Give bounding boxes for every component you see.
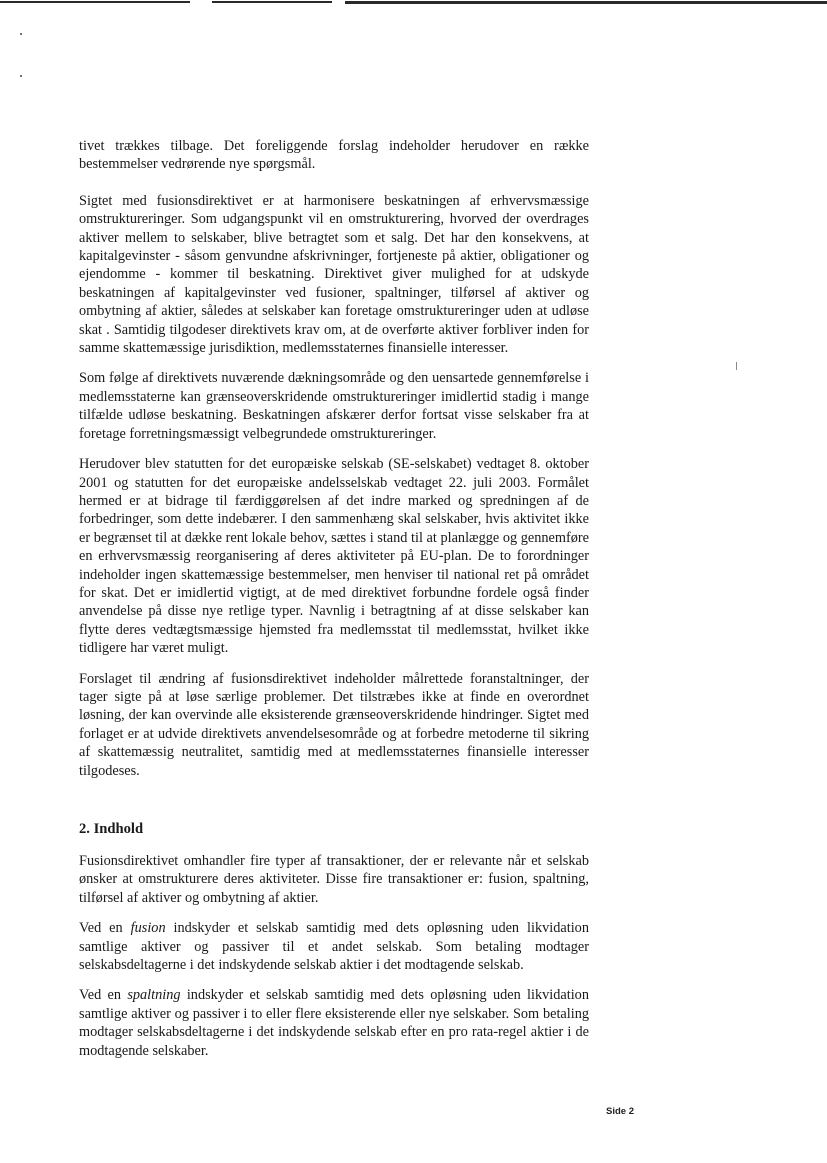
document-body (79, 137, 589, 1072)
page-number: Side 2 (606, 1106, 634, 1117)
section-heading: 2. Indhold (79, 821, 144, 837)
paragraph-lead: Ved en (79, 920, 131, 937)
top-rule-segment (0, 1, 190, 3)
paragraph: Sigtet med fusionsdirektivet er at harmonisere beskatningen af erhvervsmæssige omstruktureringer. Som udgangspunkt vil en omstrukturering, hvorved der overdrages aktiver mellem to selskaber, blive betragtet som et salg. Det har den konsekvens, at kapitalgevinster - såsom genvundne afskrivninger, fortjeneste på aktier, obligationer og ejendomme - kommer til beskatning. Direktivet giver mulighed for at udskyde beskatningen af kapitalgevinster ved fusioner, spaltninger, tilførsel af aktiver og ombytning af aktier, således at selskaber kan foretage omstruktureringer uden at udløse skat . Samtidig tilgodeser direktivets krav om, at de overførte aktiver forbliver inden for samme skattemæssige jurisdiktion, medlemsstaternes finansielle interesser. (79, 192, 589, 357)
paragraph: Som følge af direktivets nuværende dækningsområde og den uensartede gennemførelse i medlemsstaterne kan grænseoverskridende omstruktureringer imidlertid stadig i mange tilfælde udløse beskatning. Beskatningen afskærer derfor fortsat visse selskaber fra at foretage forretningsmæssigt velbegrundede omstruktureringer. (79, 370, 589, 442)
defined-term: spaltning (127, 987, 181, 1004)
paragraph-lead: Ved en (79, 987, 128, 1004)
scan-mark (736, 362, 737, 370)
paragraph: Forslaget til ændring af fusionsdirektivet indeholder målrettede foranstaltninger, der tager sigte på at løse særlige problemer. Det tilstræbes ikke at finde en overordnet løsning, der kan overvinde alle eksisterende grænseoverskridende hindringer. Sigtet med forlaget er at udvide direktivets anvendelsesområde og at forbedre metoderne til sikring af skattemæssig neutralitet, samtidig med at medlemsstaternes finansielle interesser tilgodeses. (79, 670, 589, 779)
paragraph-spaltning (79, 986, 589, 1060)
paragraph-rest: indskyder et selskab samtidig med dets opløsning uden likvidation samtlige aktiver og passiver til et andet selskab. Som betaling modtager selskabsdeltagerne i det indskydende selskab aktier i det modtagende selskab. (79, 920, 589, 974)
paragraph: Herudover blev statutten for det europæiske selskab (SE-selskabet) vedtaget 8. oktober 2001 og statutten for det europæiske andelsselskab vedtaget 22. juli 2003. Formålet hermed er at bidrage til færdiggørelsen af det indre marked og spredningen af de forbedringer, som dette indebærer. I den sammenhæng skal selskaber, hvis aktivitet ikke er begrænset til at dække rent lokale behov, sættes i stand til at planlægge og gennemføre en erhvervsmæssig reorganisering af deres aktiviteter på EU-plan. De to forordninger indeholder ingen skattemæssige bestemmelser, men henviser til national ret på området for skat. Det er imidlertid vigtigt, at de med direktivet forbundne fordele også finder anvendelse på disse nye retlige typer. Navnlig i betragtning af at disse selskaber kan flytte deres vedtægtsmæssige hjemsted fra medlemsstat til medlemsstat, hvilket ikke tidligere har været muligt. (79, 456, 589, 657)
paragraph: Fusionsdirektivet omhandler fire typer af transaktioner, der er relevante når et selskab ønsker at omstrukturere deres aktiviteter. Disse fire transaktioner er: fusion, spaltning, tilførsel af aktiver og ombytning af aktier. (79, 853, 589, 906)
scan-speck (20, 75, 22, 77)
paragraph-fusion (79, 919, 589, 974)
top-rule (0, 0, 827, 6)
top-rule-segment (345, 1, 827, 4)
defined-term: fusion (130, 920, 166, 937)
scan-speck (20, 33, 22, 35)
paragraph-rest: indskyder et selskab samtidig med dets opløsning uden likvidation samtlige aktiver og passiver i to eller flere eksisterende eller nye selskaber. Som betaling modtager selskabsdeltagerne i det indskydende selskab efter en pro rata-regel aktier i de modtagende selskaber. (79, 987, 589, 1059)
paragraph: tivet trækkes tilbage. Det foreliggende forslag indeholder herudover en række bestemmelser vedrørende nye spørgsmål. (79, 138, 589, 173)
top-rule-segment (212, 1, 332, 3)
